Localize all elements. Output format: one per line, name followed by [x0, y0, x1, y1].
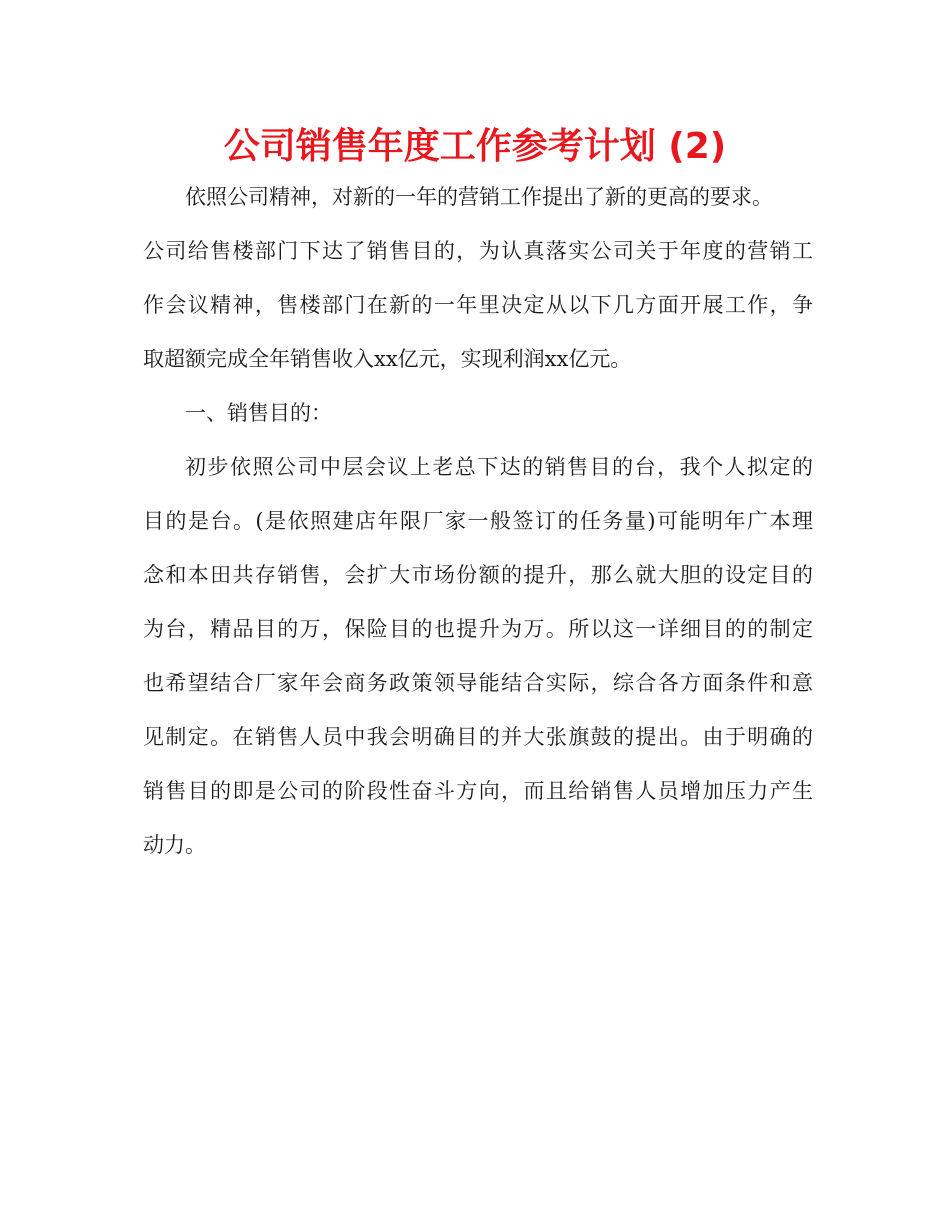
section-heading: 一、销售目的： [185, 401, 332, 425]
paragraph-line: 依照公司精神，对新的一年的营销工作提出了新的更高的要求。 [185, 185, 773, 209]
paragraph-line: 念和本田共存销售，会扩大市场份额的提升，那么就大胆的设定目的 [143, 563, 813, 587]
paragraph-line: 作会议精神，售楼部门在新的一年里决定从以下几方面开展工作，争 [143, 293, 813, 317]
paragraph-line: 见制定。在销售人员中我会明确目的并大张旗鼓的提出。由于明确的 [143, 725, 813, 749]
paragraph-line: 公司给售楼部门下达了销售目的，为认真落实公司关于年度的营销工 [143, 239, 813, 263]
paragraph-line: 取超额完成全年销售收入xx亿元，实现利润xx亿元。 [143, 347, 632, 371]
paragraph-line: 也希望结合厂家年会商务政策领导能结合实际，综合各方面条件和意 [143, 671, 813, 695]
paragraph-line: 目的是台。(是依照建店年限厂家一般签订的任务量)可能明年广本理 [143, 509, 813, 533]
paragraph-line: 初步依照公司中层会议上老总下达的销售目的台，我个人拟定的 [185, 455, 813, 479]
document-body [143, 170, 813, 872]
paragraph-line: 销售目的即是公司的阶段性奋斗方向，而且给销售人员增加压力产生 [143, 779, 813, 803]
document-title: 公司销售年度工作参考计划 (2) [223, 126, 727, 167]
paragraph-line: 为台，精品目的万，保险目的也提升为万。所以这一详细目的的制定 [143, 617, 813, 641]
paragraph-line: 动力。 [143, 833, 206, 857]
